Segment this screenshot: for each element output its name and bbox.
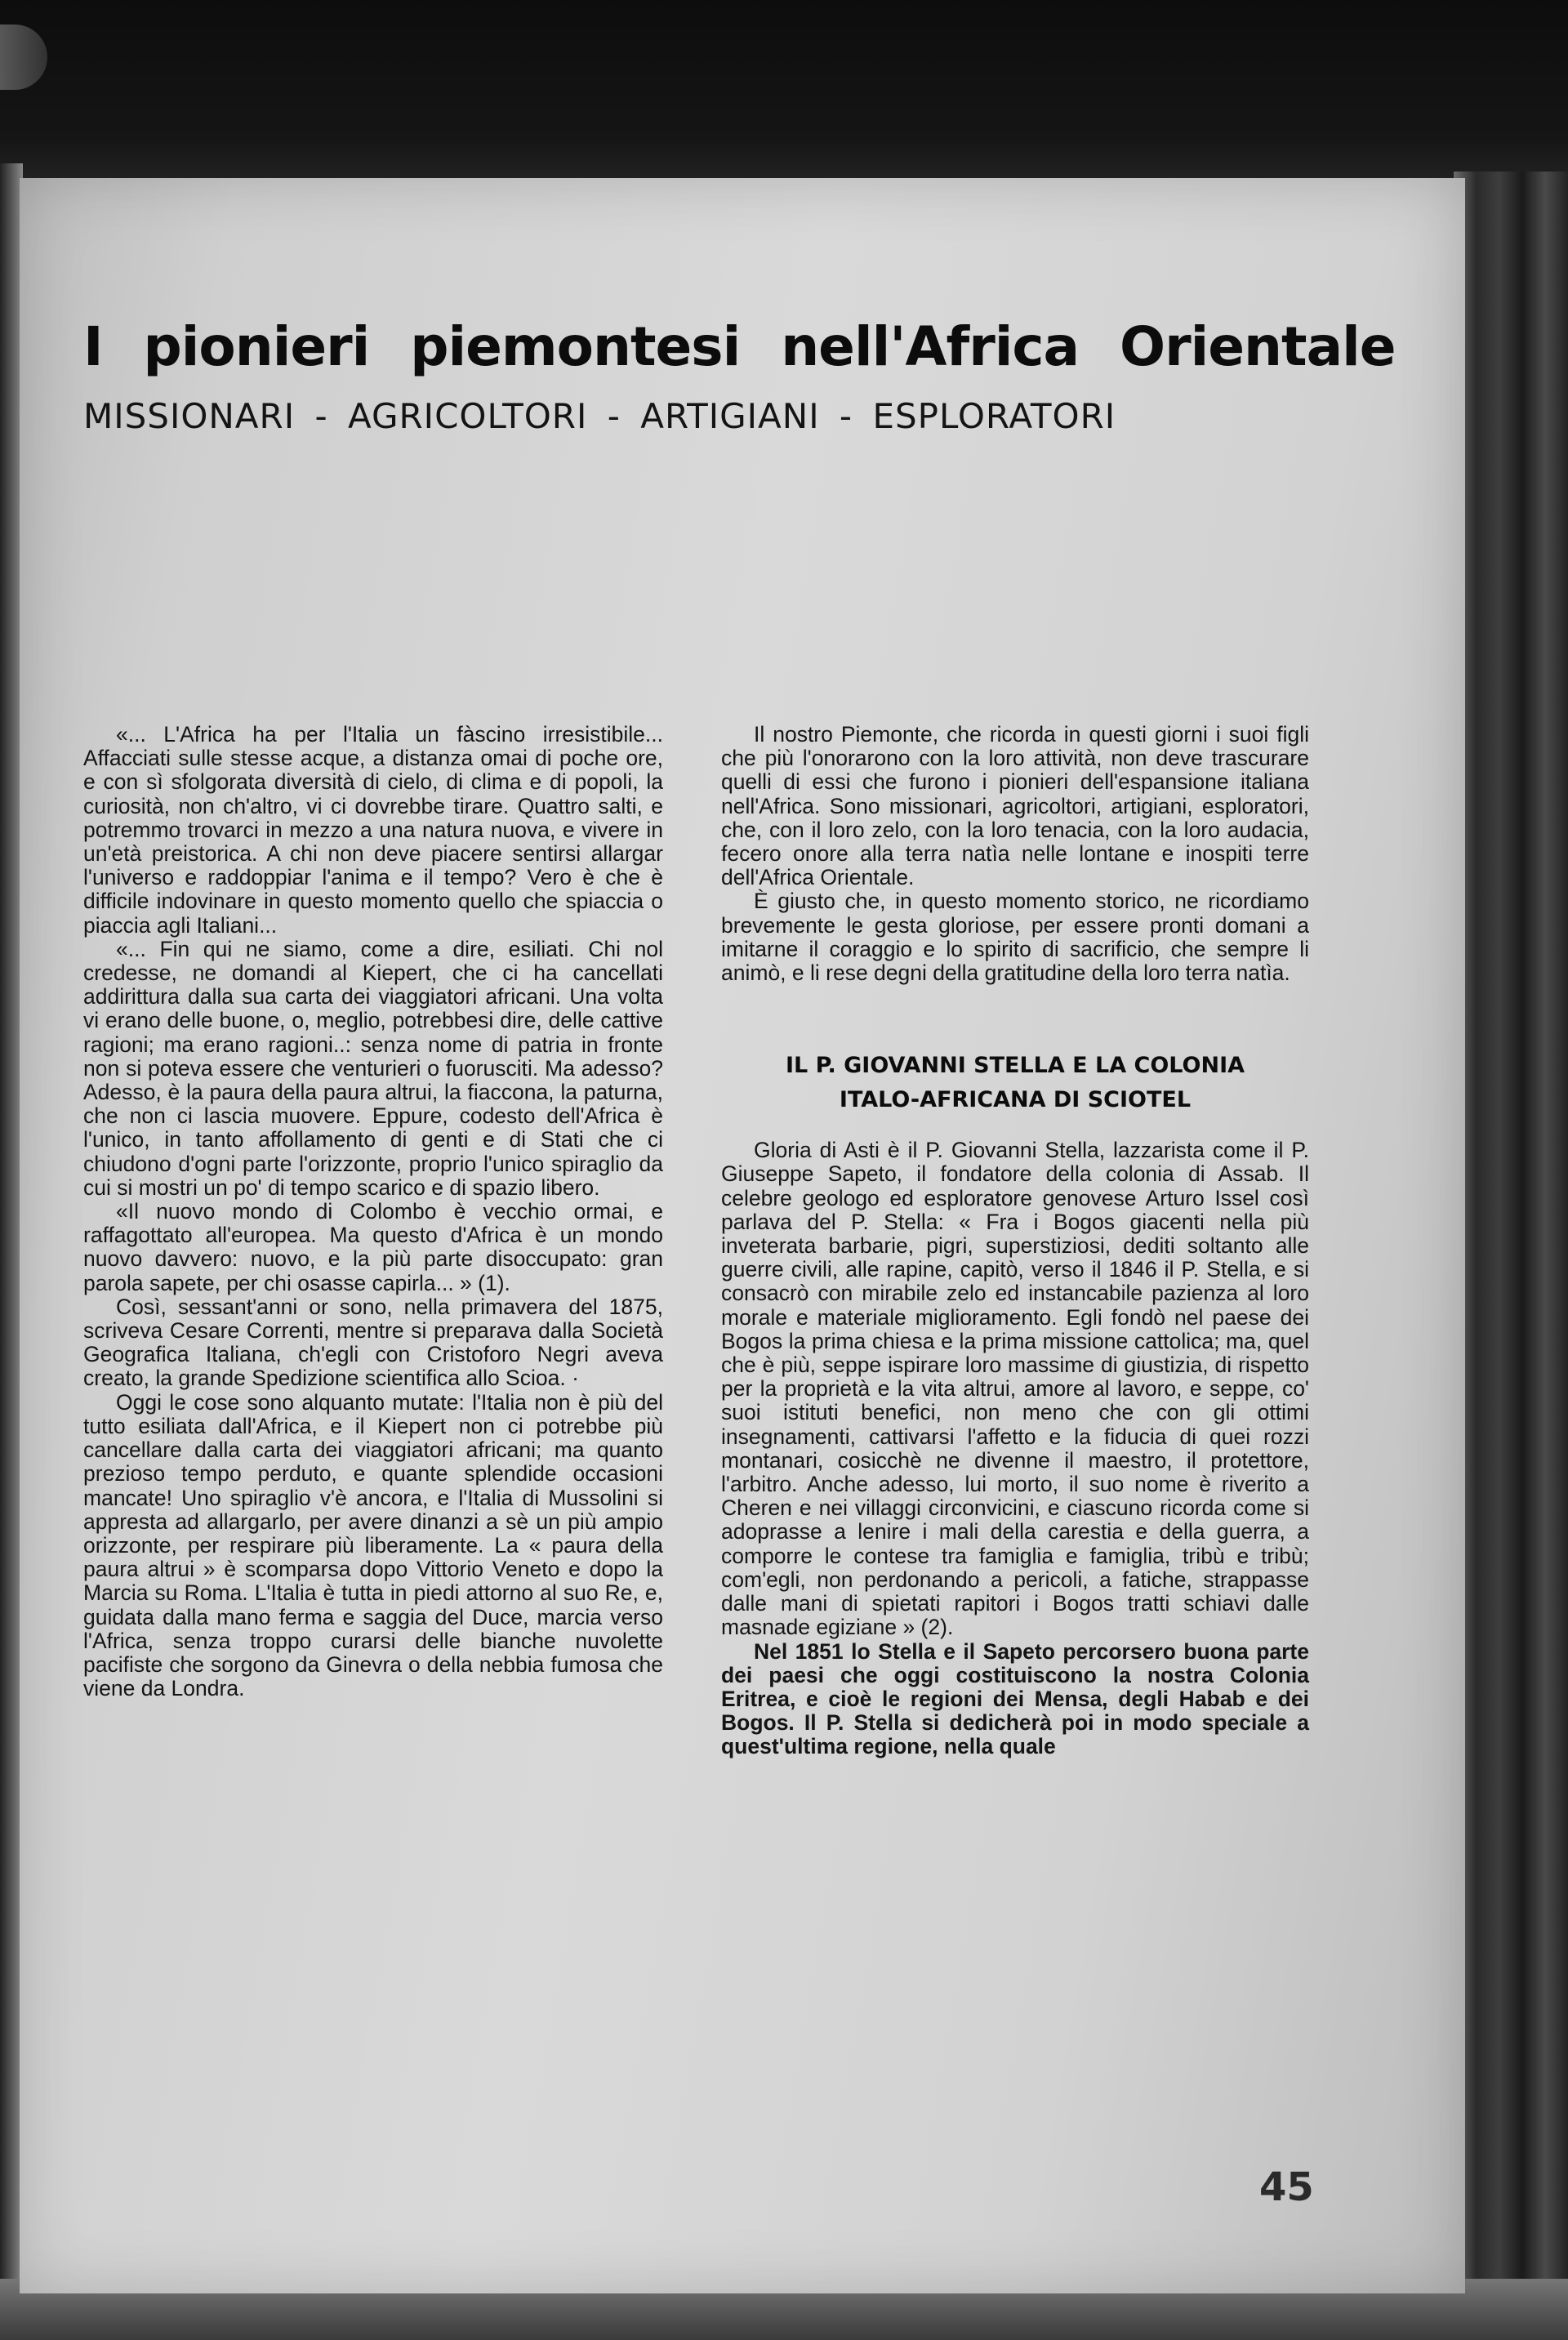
paragraph: Così, sessant'anni or sono, nella primavera del 1875, scriveva Cesare Correnti, mentre si preparava dalla Società Geografica Italiana, ch'egli con Cristoforo Negri aveva creato, la grande Spedizione scientifica allo Scioa. · <box>83 1294 663 1391</box>
paragraph: «Il nuovo mondo di Colombo è vecchio ormai, e raffagottato all'europea. Ma questo d'Africa è un mondo nuovo davvero: nuovo, e la più parte disoccupato: gran parola sapete, per chi osasse capirla... » (1). <box>83 1199 663 1295</box>
paragraph: «... Fin qui ne siamo, come a dire, esiliati. Chi nol credesse, ne domandi al Kiepert, che ci ha cancellati addirittura dalla sua carta dei viaggiatori africani. Una volta vi erano delle buone, o, meglio, potrebbesi dire, delle cattive ragioni; ma erano ragioni..: senza nome di patria in fronte non si poteva essere che venturieri o fuorusciti. Ma adesso? Adesso, è la paura della paura altrui, la fiaccona, la paturna, che non ci lascia muovere. Eppure, codesto dell'Africa è l'unico, in tanto affollamento di genti e di Stati che ci chiudono d'ogni parte l'orizzonte, proprio l'unico spiraglio da cui si mostri un po' di tempo scarico e di spazio libero. <box>83 936 663 1200</box>
left-column <box>83 723 663 1700</box>
paragraph: Nel 1851 lo Stella e il Sapeto percorsero buona parte dei paesi che oggi costituiscono la nostra Colonia Eritrea, e cioè le regioni dei Mensa, degli Habab e dei Bogos. Il P. Stella si dedicherà poi in modo speciale a quest'ultima regione, nella quale <box>721 1638 1309 1759</box>
article-subtitle: MISSIONARI - AGRICOLTORI - ARTIGIANI - ESPLORATORI <box>83 396 1116 436</box>
photo-frame-right <box>1454 172 1568 2340</box>
section-title <box>721 1049 1309 1117</box>
page-number: 45 <box>1259 2164 1314 2210</box>
right-column <box>721 723 1309 1759</box>
photo-frame-top <box>0 0 1568 196</box>
section-title-line: ITALO-AFRICANA DI SCIOTEL <box>839 1087 1192 1113</box>
paragraph: «... L'Africa ha per l'Italia un fàscino irresistibile... Affacciati sulle stesse acque, a distanza omai di poche ore, e con sì sfolgorata diversità di cielo, di clima e di popoli, la curiosità, non ch'altro, vi ci dovrebbe tirare. Quattro salti, e potremmo trovarci in mezzo a una natura nuova, e vivere in un'età preistorica. A chi non deve piacere sentirsi allargar l'universo e raddoppiar l'anima e il tempo? Vero è che è difficile indovinare in questo momento quello che spiaccia o piaccia agli Italiani... <box>83 722 663 938</box>
paragraph: Il nostro Piemonte, che ricorda in questi giorni i suoi figli che più l'onorarono con la loro attività, non deve trascurare quelli di essi che furono i pionieri dell'espansione italiana nell'Africa. Sono missionari, agricoltori, artigiani, esploratori, che, con il loro zelo, con la loro tenacia, con la loro audacia, fecero onore alla terra natìa nelle lontane e inospiti terre dell'Africa Orientale. <box>721 722 1309 890</box>
paragraph: Gloria di Asti è il P. Giovanni Stella, lazzarista come il P. Giuseppe Sapeto, il fondatore della colonia di Assab. Il celebre geologo ed esploratore genovese Arturo Issel così parlava del P. Stella: « Fra i Bogos giacenti nella più inveterata barbarie, pigri, superstiziosi, dediti soltanto alle guerre civili, alle rapine, capitò, verso il 1846 il P. Stella, e si consacrò con mirabile zelo ed instancabile pazienza al loro morale e materiale miglioramento. Egli fondò nel paese dei Bogos la prima chiesa e la prima missione cattolica; ma, quel che è più, seppe ispirare loro massime di giustizia, di rispetto per la proprietà e la vita altrui, amore al lavoro, e seppe, co' suoi istituti benefici, non meno che con gli ottimi insegnamenti, cattivarsi l'affetto e la fiducia di quei rozzi montanari, cosicchè ne divenne il maestro, il protettore, l'arbitro. Anche adesso, lui morto, il suo nome è riverito a Cheren e nei villaggi circonvicini, e ciascuno ricorda come si adoprasse a lenire i mali della carestia e della guerra, a comporre le contese tra famiglia e famiglia, tribù e tribù; com'egli, non perdonando a pericoli, a fatiche, strappasse dalle mani di spietati rapitori i Bogos tratti schiavi dalle masnade egiziane » (2). <box>721 1138 1309 1640</box>
section-title-line: IL P. GIOVANNI STELLA E LA COLONIA <box>785 1053 1245 1079</box>
paragraph: Oggi le cose sono alquanto mutate: l'Italia non è più del tutto esiliata dall'Africa, e il Kiepert non ci potrebbe più cancellare dalla carta dei viaggiatori africani; ma quanto prezioso tempo perduto, e quante splendide occasioni mancate! Uno spiraglio v'è ancora, e l'Italia di Mussolini si appresta ad allargarlo, per avere dinanzi a sè un più ampio orizzonte, per respirare più liberamente. La « paura della paura altrui » è scomparsa dopo Vittorio Veneto e dopo la Marcia su Roma. L'Italia è tutta in piedi attorno al suo Re, e, guidata dalla mano ferma e saggia del Duce, marcia verso l'Africa, senza troppo curarsi delle bianche nuvolette pacifiste che sorgono da Ginevra o della nebbia fumosa che viene da Londra. <box>83 1389 663 1701</box>
paragraph: È giusto che, in questo momento storico, ne ricordiamo brevemente le gesta gloriose, per essere pronti domani a imitarne il coraggio e lo spirito di sacrificio, che sempre li animò, e li rese degni della gratitudine della loro terra natìa. <box>721 889 1309 986</box>
article-title: I pionieri piemontesi nell'Africa Orientale <box>83 315 1396 378</box>
